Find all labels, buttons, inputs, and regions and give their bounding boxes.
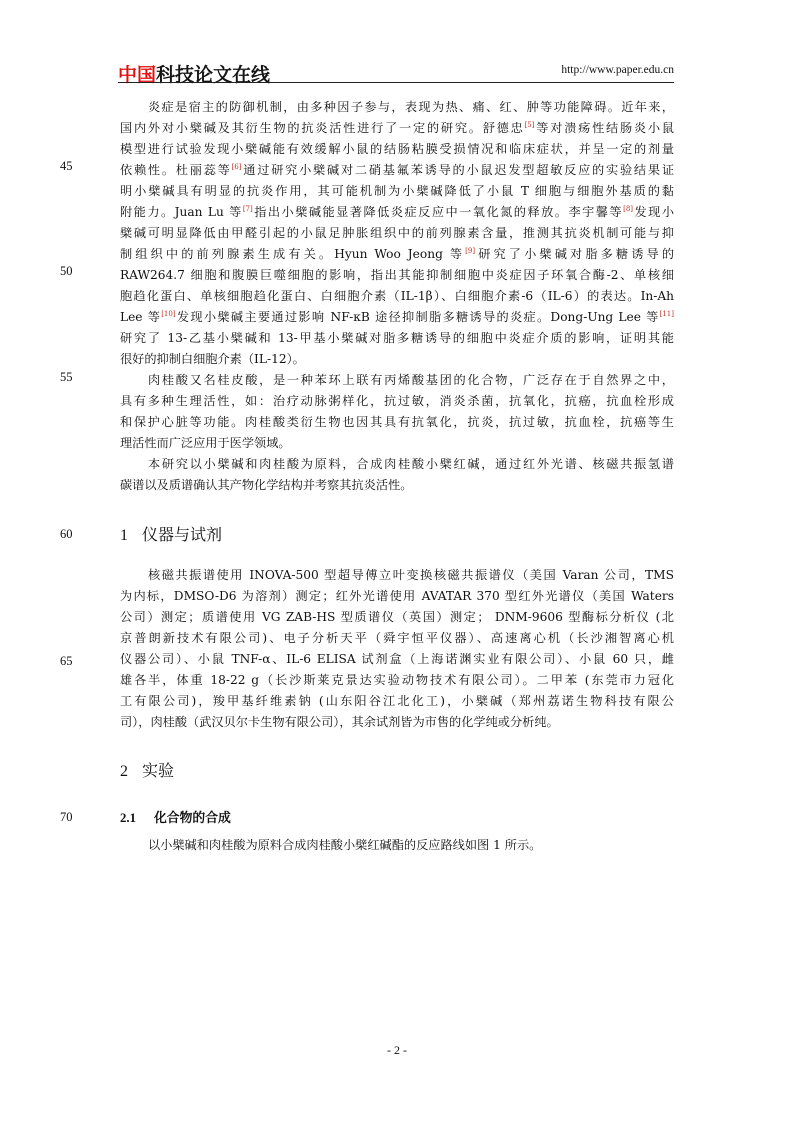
subsection-heading-2-1: 2.1 化合物的合成	[120, 811, 231, 826]
journal-logo: 中国科技论文在线	[118, 64, 271, 86]
citation-ref[interactable]: [11]	[659, 310, 674, 318]
text-line: 模型进行试验发现小檗碱能有效缓解小鼠的结肠粘膜受损情况和临床症状，并呈一定的剂量	[120, 142, 674, 156]
paragraph-synthesis: 以小檗碱和肉桂酸为原料合成肉桂酸小檗红碱酯的反应路线如图 1 所示。	[148, 838, 542, 852]
text-line: 仪器公司）、小鼠 TNF-α、IL-6 ELISA 试剂盒（上海诺渊实业有限公司）、小鼠 60 只，雌	[120, 652, 674, 666]
text-line: 司），肉桂酸（武汉贝尔卡生物有限公司），其余试剂皆为市售的化学纯或分析纯。	[120, 715, 559, 729]
header-rule	[118, 82, 674, 83]
text-line: 碳谱以及质谱确认其产物化学结构并考察其抗炎活性。	[120, 478, 413, 492]
line-number: 55	[60, 370, 73, 384]
text-line: 檗碱可明显降低由甲醛引起的小鼠足肿胀组织中的前列腺素含量，推测其抗炎机制可能与抑	[120, 226, 674, 240]
text-line: 核磁共振谱使用 INOVA-500 型超导傅立叶变换核磁共振谱仪（美国 Varan 公司，TMS	[148, 568, 674, 582]
section-heading-1: 1 仪器与试剂	[120, 525, 223, 544]
section-heading-2: 2 实验	[120, 761, 175, 780]
text-line: 很好的抑制白细胞介素（IL-12）。	[120, 352, 305, 366]
text-line: 附能力。Juan Lu 等[7]指出小檗碱能显著降低炎症反应中一氧化氮的释放。李宇馨等[8]发现小	[120, 205, 675, 219]
line-number: 60	[60, 527, 73, 541]
text-line: 为内标，DMSO-D6 为溶剂）测定；红外光谱使用 AVATAR 370 型红外光谱仪（美国 Waters	[120, 589, 674, 603]
text-line: 制组织中的前列腺素生成有关。Hyun Woo Jeong 等[9]研究了小檗碱对脂多糖诱导的	[120, 247, 675, 261]
citation-ref[interactable]: [8]	[623, 205, 634, 213]
text-line: 公司）测定；质谱使用 VG ZAB-HS 型质谱仪（英国）测定； DNM-9606 型酶标分析仪 (北	[120, 610, 674, 624]
line-number: 45	[60, 159, 73, 173]
text-line: 胞趋化蛋白、单核细胞趋化蛋白、白细胞介素（IL-1β）、白细胞介素-6（IL-6）的表达。In-Ah	[120, 289, 674, 303]
text-line: 本研究以小檗碱和肉桂酸为原料，合成肉桂酸小檗红碱，通过红外光谱、核磁共振氢谱	[148, 457, 674, 471]
text-line: 研究了 13-乙基小檗碱和 13-甲基小檗碱对脂多糖诱导的细胞中炎症介质的影响，证明其能	[120, 331, 674, 345]
citation-ref[interactable]: [10]	[161, 310, 176, 318]
text-line: 工有限公司)，羧甲基纤维素钠 (山东阳谷江北化工)，小檗碱（郑州荔诺生物科技有限公	[120, 694, 674, 708]
text-line: 炎症是宿主的防御机制，由多种因子参与，表现为热、痛、红、肿等功能障碍。近年来，	[148, 100, 674, 114]
page-number: - 2 -	[387, 1043, 407, 1057]
citation-ref[interactable]: [6]	[231, 163, 242, 171]
line-number: 50	[60, 264, 73, 278]
citation-ref[interactable]: [7]	[242, 205, 253, 213]
text-line: RAW264.7 细胞和腹膜巨噬细胞的影响，指出其能抑制细胞中炎症因子环氧合酶-2、单核细	[120, 268, 674, 282]
text-line: Lee 等[10]发现小檗碱主要通过影响 NF-κB 途径抑制脂多糖诱导的炎症。Dong-Ung Lee 等[11]	[120, 310, 674, 324]
header-url[interactable]: http://www.paper.edu.cn	[561, 64, 674, 76]
text-line: 雄各半，体重 18-22 g（长沙斯莱克景达实验动物技术有限公司）。二甲苯 (东莞市力冠化	[120, 673, 674, 687]
citation-ref[interactable]: [9]	[465, 247, 476, 255]
citation-ref[interactable]: [5]	[524, 121, 535, 129]
text-line: 理活性而广泛应用于医学领域。	[120, 436, 291, 450]
text-line: 具有多种生理活性，如：治疗动脉粥样化，抗过敏，消炎杀菌，抗氧化，抗癌，抗血栓形成	[120, 394, 674, 408]
text-line: 京普朗新技术有限公司)、电子分析天平（舜宇恒平仪器）、高速离心机（长沙湘智离心机	[120, 631, 674, 645]
text-line: 和保护心脏等功能。肉桂酸类衍生物也因其具有抗氧化，抗炎，抗过敏，抗血栓，抗癌等生	[120, 415, 674, 429]
text-line: 依赖性。杜丽蕊等[6]通过研究小檗碱对二硝基氟苯诱导的小鼠迟发型超敏反应的实验结果证	[120, 163, 675, 177]
page-header	[118, 56, 674, 86]
line-number: 65	[60, 654, 73, 668]
text-line: 明小檗碱具有明显的抗炎作用，其可能机制为小檗碱降低了小鼠 T 细胞与细胞外基质的黏	[120, 184, 674, 198]
line-number: 70	[60, 810, 73, 824]
text-line: 国内外对小檗碱及其衍生物的抗炎活性进行了一定的研究。舒德忠[5]等对溃疡性结肠炎小鼠	[120, 121, 675, 135]
text-line: 肉桂酸又名桂皮酸，是一种苯环上联有丙烯酸基团的化合物，广泛存在于自然界之中，	[148, 373, 674, 387]
